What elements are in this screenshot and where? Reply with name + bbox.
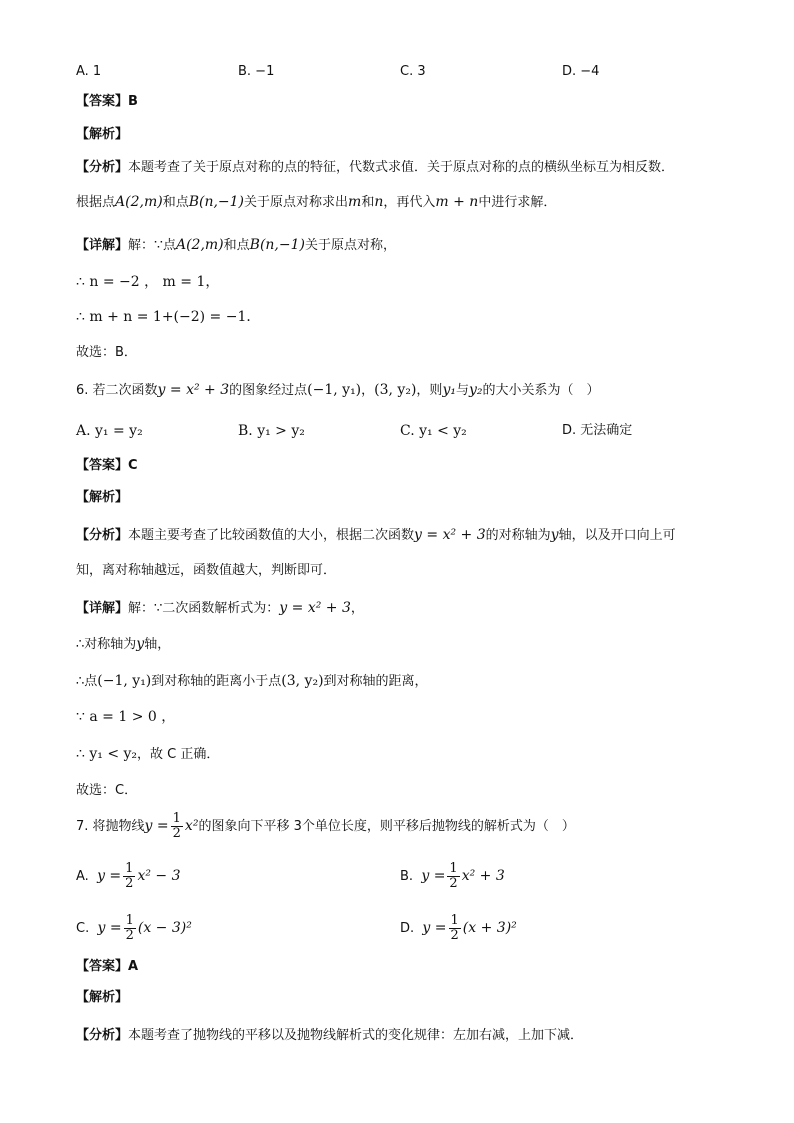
detail-prefix: 【详解】 [76, 601, 129, 616]
q6-option-b: B. y₁ > y₂ [238, 423, 305, 439]
text: 和点 [223, 238, 250, 253]
var-y: y [550, 527, 559, 543]
text: 6. 若二次函数 [76, 383, 158, 398]
q6-detail-line5 [76, 744, 219, 765]
var-n: n [374, 194, 384, 210]
q7-answer: 【答案】A [76, 959, 139, 974]
point-b: B(n,−1) [249, 237, 305, 253]
text: ∴对称轴为 [76, 637, 137, 652]
q5-detail-line1 [76, 235, 396, 256]
point-a: A(2,m) [175, 237, 224, 253]
frac-den: 2 [125, 928, 134, 943]
var-y1: y₁ [442, 382, 456, 398]
q6-stem [76, 380, 600, 401]
text: 解： [128, 238, 155, 253]
option-expr: x² − 3 [137, 868, 181, 884]
q6-detail-line3 [76, 671, 428, 692]
point-1: (−1, y₁) [97, 673, 152, 689]
func-expression: y = x² + 3 [279, 600, 351, 616]
option-label: D. [400, 921, 415, 936]
text: 的图象向下平移 3个单位长度，则平移后抛物线的解析式为（ ） [198, 819, 575, 834]
text: 关于原点对称， [304, 238, 396, 253]
q7-stem [76, 812, 575, 841]
frac-den: 2 [449, 876, 458, 891]
analysis-prefix: 【分析】 [76, 160, 129, 175]
y-eq: y = [144, 818, 169, 834]
fraction-one-half [124, 914, 136, 943]
conclusion-expr: ∴ y₁ < y₂ [76, 746, 138, 762]
q6-answer: 【答案】C [76, 458, 138, 473]
text: 本题主要考查了比较函数值的大小，根据二次函数 [128, 528, 415, 543]
text: 和 [361, 195, 375, 210]
q5-detail-line3: ∴ m + n = 1+(−2) = −1． [76, 309, 261, 325]
fraction-one-half [447, 862, 459, 891]
frac-num: 1 [449, 861, 458, 876]
y-eq: y = [422, 920, 447, 936]
text: 关于原点对称求出 [244, 195, 349, 210]
fraction-one-half [123, 862, 135, 891]
option-label: A. [76, 869, 89, 884]
fraction-one-half [449, 914, 461, 943]
option-expr: (x + 3)² [462, 920, 517, 936]
var-y: y [136, 636, 145, 652]
option-label: C. [76, 921, 90, 936]
text: 的大小关系为（ ） [482, 383, 600, 398]
frac-num: 1 [172, 811, 181, 826]
text: ，则 [416, 383, 443, 398]
text: ，再代入 [383, 195, 436, 210]
text: 中进行求解． [478, 195, 557, 210]
q6-option-d: D. 无法确定 [562, 423, 633, 438]
y-eq: y = [97, 920, 122, 936]
fraction-one-half [171, 812, 183, 841]
q5-answer: 【答案】B [76, 94, 138, 109]
frac-den: 2 [450, 928, 459, 943]
text: 解：∵二次函数解析式为： [128, 601, 280, 616]
q6-analysis-line1 [76, 525, 676, 546]
frac-num: 1 [450, 913, 459, 928]
text: ，故 C 正确． [137, 747, 220, 762]
q6-option-a: A. y₁ = y₂ [76, 423, 143, 439]
text: ， [361, 383, 375, 398]
q6-analysis-header: 【解析】 [76, 490, 129, 505]
text: 的对称轴为 [485, 528, 551, 543]
frac-den: 2 [125, 876, 134, 891]
analysis-prefix: 【分析】 [76, 1028, 129, 1043]
analysis-prefix: 【分析】 [76, 528, 129, 543]
frac-num: 1 [125, 913, 134, 928]
q7-option-b [400, 862, 505, 891]
q5-analysis-header: 【解析】 [76, 127, 129, 142]
q5-analysis-line2 [76, 192, 556, 213]
q5-option-a: A. 1 [76, 64, 102, 79]
q7-option-c [76, 914, 192, 943]
frac-den: 2 [172, 826, 181, 841]
q6-detail-line1 [76, 598, 364, 619]
func-expression: y = x² + 3 [157, 382, 230, 398]
y-eq: y = [421, 868, 446, 884]
text: 的图象经过点 [229, 383, 308, 398]
because-symbol: ∵ [154, 237, 163, 253]
analysis-text: 本题考查了关于原点对称的点的特征，代数式求值．关于原点对称的点的横纵坐标互为相反数． [128, 160, 675, 175]
point-2: (3, y₂) [281, 673, 324, 689]
q6-analysis-line2: 知，离对称轴越远，函数值越大，判断即可． [76, 563, 337, 578]
text: 本题考查了抛物线的平移以及抛物线解析式的变化规律：左加右减，上加下减． [128, 1028, 584, 1043]
text: 到对称轴的距离小于点 [151, 674, 282, 689]
text: 点 [162, 238, 176, 253]
q5-option-c: C. 3 [400, 64, 426, 79]
option-label: B. [400, 869, 414, 884]
expr-m-plus-n: m + n [435, 194, 479, 210]
option-expr: x² + 3 [461, 868, 505, 884]
q5-analysis-line1 [76, 158, 674, 178]
point-2: (3, y₂) [374, 382, 417, 398]
text: 根据点 [76, 195, 116, 210]
q5-option-b: B. −1 [238, 64, 275, 79]
text: 和点 [162, 195, 189, 210]
text: 与 [455, 383, 469, 398]
q6-detail-line2 [76, 634, 170, 655]
q6-option-c: C. y₁ < y₂ [400, 423, 467, 439]
point-b: B(n,−1) [188, 194, 245, 210]
detail-prefix: 【详解】 [76, 238, 129, 253]
func-expression: y = x² + 3 [414, 527, 486, 543]
text: 轴， [144, 637, 171, 652]
var-y2: y₂ [468, 382, 483, 398]
q5-detail-line4: 故选：B． [76, 345, 137, 360]
text: 7. 将抛物线 [76, 819, 145, 834]
point-1: (−1, y₁) [307, 382, 362, 398]
text: ， [350, 601, 364, 616]
q5-detail-line2: ∴ n = −2 ， m = 1， [76, 274, 220, 290]
option-expr: (x − 3)² [137, 920, 192, 936]
q6-detail-line4: ∵ a = 1 > 0 ， [76, 709, 176, 725]
q7-analysis-line1 [76, 1026, 583, 1046]
frac-num: 1 [125, 861, 134, 876]
text: 到对称轴的距离， [323, 674, 428, 689]
y-eq: y = [97, 868, 122, 884]
point-a: A(2,m) [115, 194, 163, 210]
q6-detail-line6: 故选：C． [76, 783, 138, 798]
q7-option-d [400, 914, 517, 943]
text: ∴点 [76, 674, 98, 689]
q7-option-a [76, 862, 180, 891]
q5-option-d: D. −4 [562, 64, 600, 79]
var-m: m [348, 194, 362, 210]
x-squared: x² [184, 818, 199, 834]
q7-analysis-header: 【解析】 [76, 990, 129, 1005]
text: 轴，以及开口向上可 [558, 528, 676, 543]
